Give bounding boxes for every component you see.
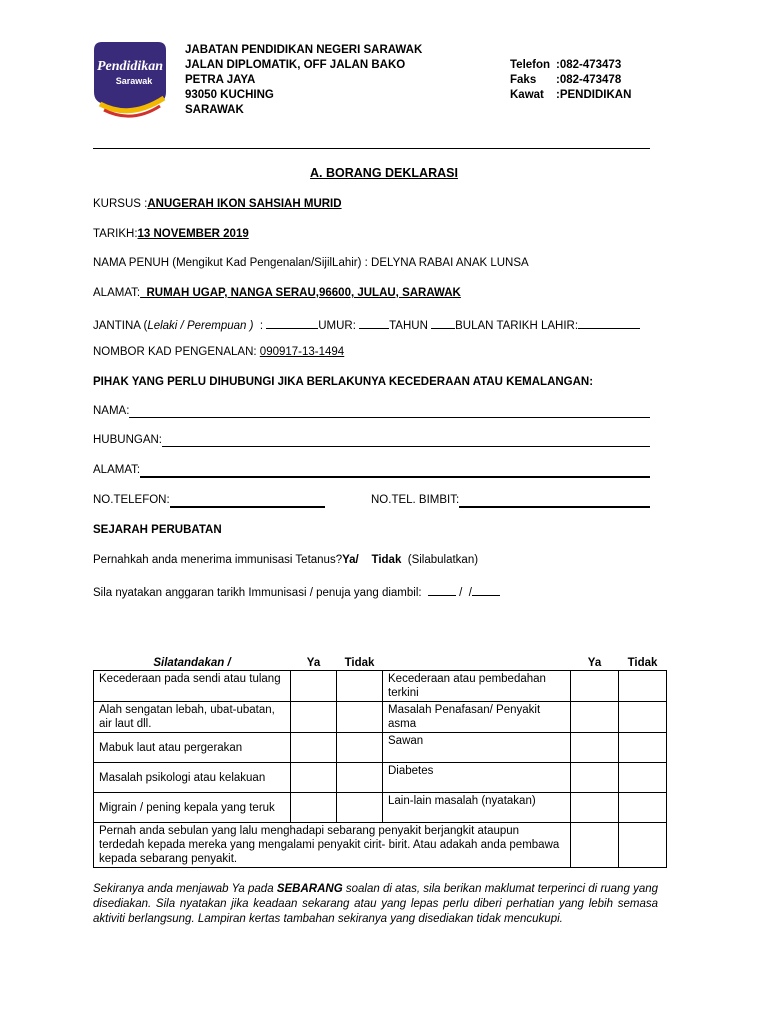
condition-label: Alah sengatan lebah, ubat-ubatan, air laut dll. [94,702,291,733]
jantina-colon: : [253,320,264,332]
contact-alamat-row [93,464,650,478]
address-line-1: JABATAN PENDIDIKAN NEGERI SARAWAK [185,44,423,56]
contact-label: Telefon [510,59,551,71]
ya-checkbox[interactable] [291,763,337,793]
note-emphasis: SEBARANG [276,883,343,895]
date-blank-2[interactable] [472,583,500,596]
table-row [94,823,667,868]
contact-kawat [510,88,631,103]
nama-penuh-value[interactable]: DELYNA RABAI ANAK LUNSA [371,257,529,269]
table-row [94,671,667,702]
ya-header: Ya [306,657,321,669]
tetanus-ya[interactable]: Ya/ [342,554,359,566]
ya-checkbox[interactable] [291,733,337,763]
note-text: soalan di atas, sila berikan maklumat terperinci di ruang yang disediakan. Sila nyatakan jika keadaan sekarang atau yang lepas perlu diberi perhatian yang lebih semasa aktiviti berlangsung. Lampiran kertas tambahan sekiranya yang disediakan tidak mencukupi. [93,883,659,925]
ya-checkbox[interactable] [571,793,619,823]
address-line-2: JALAN DIPLOMATIK, OFF JALAN BAKO [185,59,406,71]
contact-label: Faks [510,74,537,86]
alamat-value[interactable]: RUMAH UGAP, NANGA SERAU,96600, JULAU, SARAWAK [140,287,461,299]
tidak-header: Tidak [344,657,375,669]
jantina-label: JANTINA ( [93,320,148,332]
ya-checkbox[interactable] [291,671,337,702]
tetanus-question: Pernahkah anda menerima immunisasi Tetanus? [93,554,343,566]
hubungan-blank[interactable] [162,434,650,447]
alamat-label: ALAMAT: [93,287,141,299]
hubungan-label: HUBUNGAN: [93,434,163,446]
svg-text:Sarawak: Sarawak [115,76,153,86]
telefon-row [93,494,325,508]
tetanus-row [93,554,478,566]
ya-checkbox[interactable] [571,823,619,868]
nama-penuh-label: NAMA PENUH (Mengikut Kad Pengenalan/SijilLahir) : [93,257,372,269]
tidak-checkbox[interactable] [337,702,383,733]
contact-telefon [510,58,621,73]
tidak-checkbox[interactable] [619,823,667,868]
jantina-row [93,316,640,332]
tetanus-tidak[interactable]: Tidak [371,554,402,566]
ya-checkbox[interactable] [571,702,619,733]
header-divider [93,148,650,149]
ya-checkbox[interactable] [571,733,619,763]
table-row [94,733,667,763]
infectious-disease-question: Pernah anda sebulan yang lalu menghadapi sebarang penyakit berjangkit ataupun terdedah kepada mereka yang mengalami penyakit cirit- birit. Atau adakah anda pembawa kepada sebarang penyakit. [94,823,571,868]
tetanus-note: (Silabulatkan) [407,554,479,566]
umur-label: UMUR: [318,320,356,332]
bulan-label: BULAN TARIKH LAHIR: [455,320,579,332]
bimbit-blank[interactable] [459,494,650,508]
condition-label: Migrain / pening kepala yang teruk [94,793,291,823]
instruction-note [93,882,658,927]
condition-label: Kecederaan atau pembedahan terkini [383,671,571,702]
medical-checklist-table [93,656,667,868]
condition-label: Masalah psikologi atau kelakuan [94,763,291,793]
date-separator: / [459,587,463,599]
kursus-label: KURSUS : [93,198,148,210]
tidak-checkbox[interactable] [337,793,383,823]
medical-heading: SEJARAH PERUBATAN [93,524,222,536]
ya-checkbox[interactable] [291,702,337,733]
contact-nama-label: NAMA: [93,405,130,417]
contact-alamat-blank[interactable] [140,464,650,478]
date-separator: / [468,587,472,599]
tarikh-label: TARIKH: [93,228,138,240]
ic-label: NOMBOR KAD PENGENALAN: [93,346,260,358]
immunisation-date-question: Sila nyatakan anggaran tarikh Immunisasi / penuja yang diambil: [93,587,422,599]
date-blank-1[interactable] [428,583,456,596]
jantina-options[interactable]: Lelaki / Perempuan ) [147,320,254,332]
condition-label: Kecederaan pada sendi atau tulang [94,671,291,702]
condition-label: Lain-lain masalah (nyatakan) [383,793,571,823]
contact-value: :082-473473 [556,59,622,71]
contact-nama-blank[interactable] [129,405,650,418]
tidak-checkbox[interactable] [337,733,383,763]
ic-value[interactable]: 090917-13-1494 [259,346,345,358]
jantina-blank[interactable] [266,316,318,329]
condition-label: Masalah Penafasan/ Penyakit asma [383,702,571,733]
address-line-3: PETRA JAYA [185,74,256,86]
tidak-header: Tidak [627,657,658,669]
table-row [94,763,667,793]
tarikh-lahir-blank[interactable] [578,316,640,329]
pendidikan-sarawak-logo [90,40,170,120]
contact-value: :082-473478 [556,74,622,86]
form-title: A. BORANG DEKLARASI [310,166,458,180]
tidak-checkbox[interactable] [337,763,383,793]
tahun-label: TAHUN [389,320,428,332]
tarikh-row [93,228,249,240]
table-row [94,702,667,733]
svg-text:Pendidikan: Pendidikan [96,59,164,74]
instruction-header: Silatandakan / [153,657,231,669]
telefon-blank[interactable] [170,494,325,508]
bimbit-row [371,494,650,508]
ya-header: Ya [587,657,602,669]
tidak-checkbox[interactable] [619,702,667,733]
ya-checkbox[interactable] [291,793,337,823]
umur-blank[interactable] [359,316,389,329]
alamat-row [93,287,461,299]
telefon-label: NO.TELEFON: [93,494,170,506]
kursus-value[interactable]: ANUGERAH IKON SAHSIAH MURID [147,198,342,210]
condition-label: Sawan [383,733,571,763]
immunisation-date-row [93,583,500,599]
ic-row [93,346,344,358]
contact-label: Kawat [510,89,544,101]
tidak-checkbox[interactable] [619,671,667,702]
ya-checkbox[interactable] [571,671,619,702]
condition-label: Diabetes [383,763,571,793]
ya-checkbox[interactable] [571,763,619,793]
tarikh-value[interactable]: 13 NOVEMBER 2019 [137,228,249,240]
contact-alamat-label: ALAMAT: [93,464,141,476]
note-text: Sekiranya anda menjawab Ya pada [93,883,277,895]
condition-label: Mabuk laut atau pergerakan [94,733,291,763]
tidak-checkbox[interactable] [619,733,667,763]
tidak-checkbox[interactable] [619,793,667,823]
contact-heading: PIHAK YANG PERLU DIHUBUNGI JIKA BERLAKUNYA KECEDERAAN ATAU KEMALANGAN: [93,376,594,388]
contact-value: :PENDIDIKAN [556,89,632,101]
tidak-checkbox[interactable] [337,671,383,702]
table-header-row [94,656,667,671]
bulan-blank[interactable] [431,316,455,329]
nama-penuh-row [93,257,529,269]
tidak-checkbox[interactable] [619,763,667,793]
spacer-header [383,656,571,671]
kursus-row [93,198,342,210]
hubungan-row [93,434,650,447]
contact-nama-row [93,405,650,418]
contact-faks [510,73,621,88]
table-row [94,793,667,823]
address-line-4: 93050 KUCHING [185,89,274,101]
address-line-5: SARAWAK [185,104,244,116]
bimbit-label: NO.TEL. BIMBIT: [371,494,460,506]
